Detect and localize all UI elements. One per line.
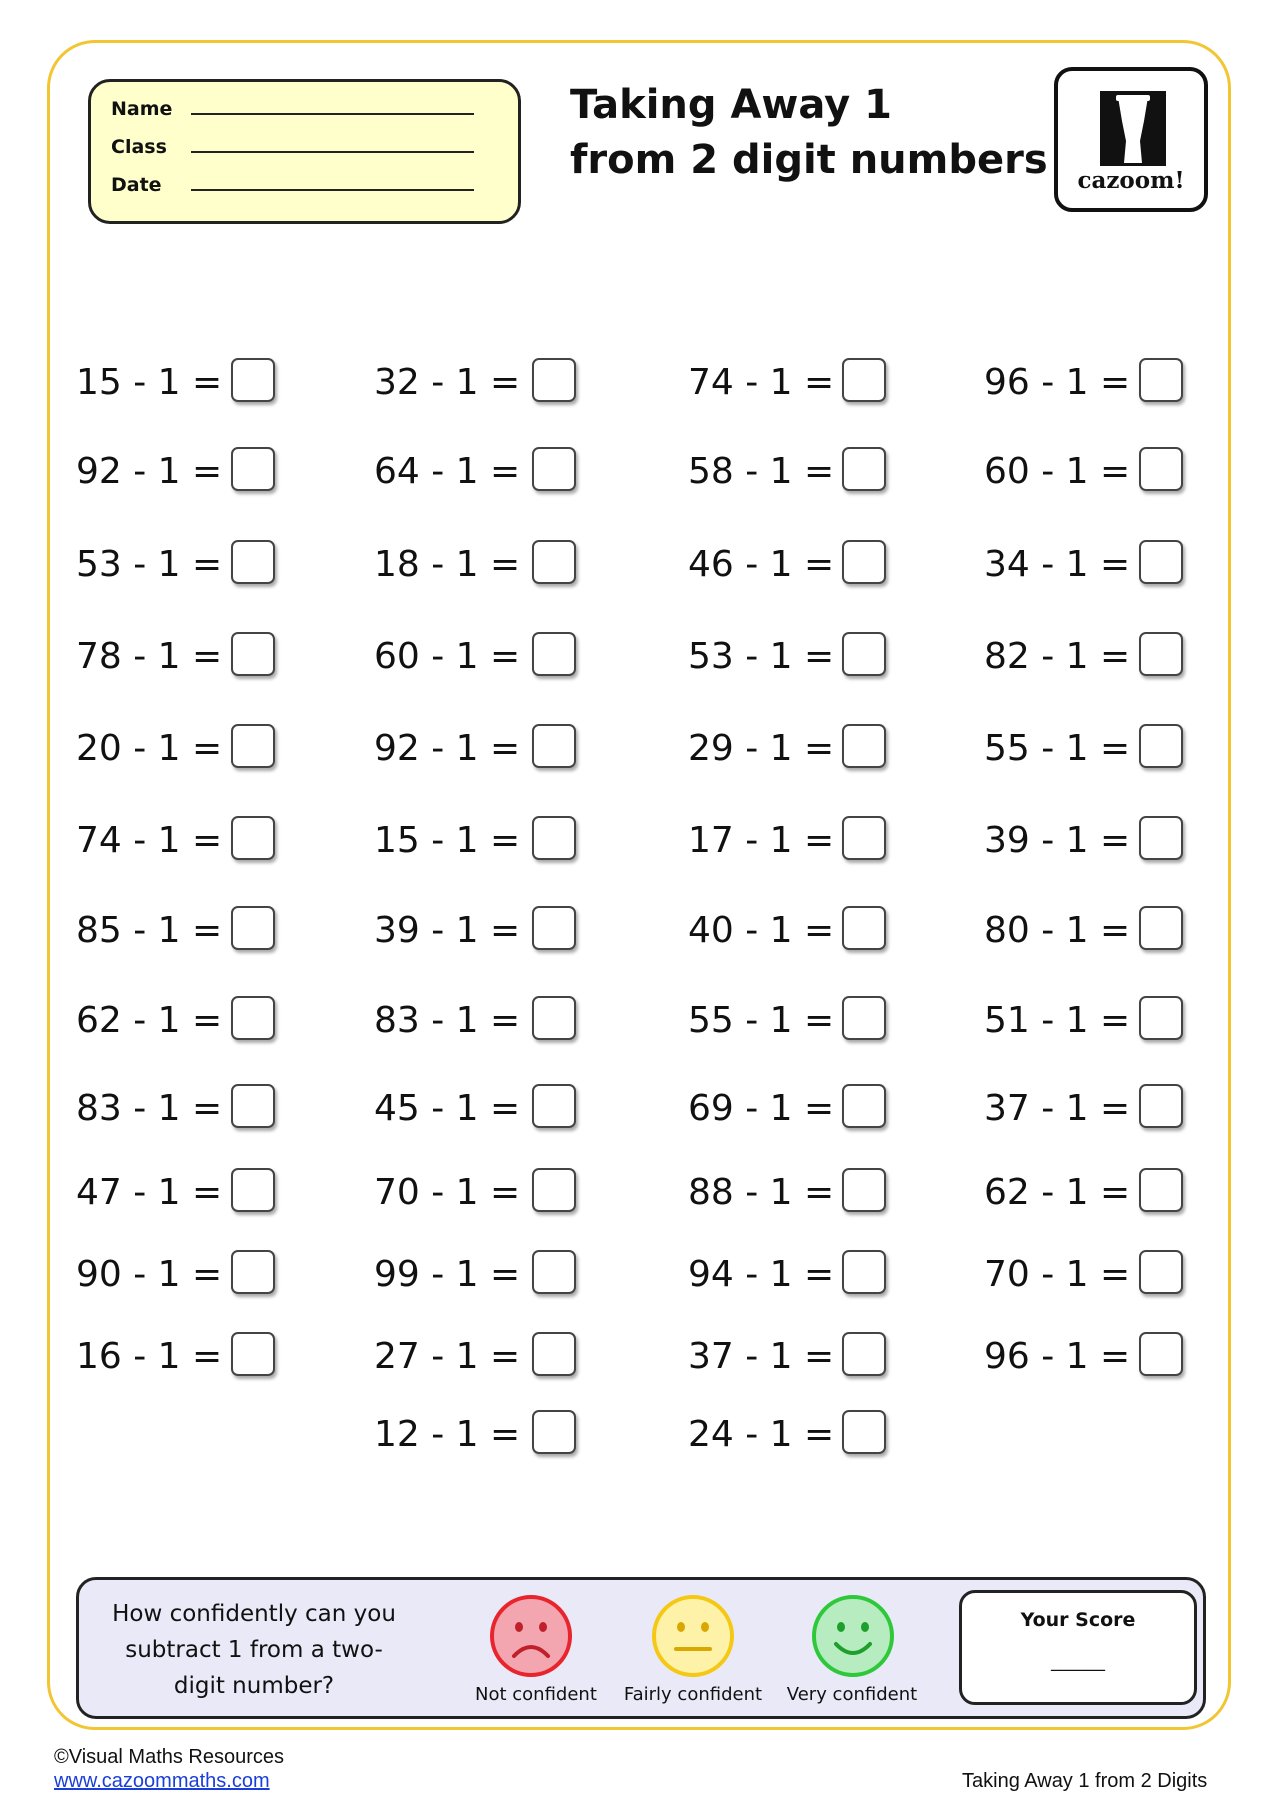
answer-box[interactable] <box>842 1168 886 1212</box>
student-info-box <box>88 79 521 224</box>
answer-box[interactable] <box>532 996 576 1040</box>
answer-box[interactable] <box>231 1168 275 1212</box>
answer-box[interactable] <box>842 632 886 676</box>
answer-box[interactable] <box>842 906 886 950</box>
answer-box[interactable] <box>1139 1084 1183 1128</box>
question-text: 37 - 1 = <box>688 1336 835 1377</box>
question-text: 24 - 1 = <box>688 1414 835 1455</box>
question-text: 53 - 1 = <box>688 636 835 677</box>
question-text: 16 - 1 = <box>76 1336 223 1377</box>
question-text: 62 - 1 = <box>76 1000 223 1041</box>
answer-box[interactable] <box>231 632 275 676</box>
answer-box[interactable] <box>1139 358 1183 402</box>
title-line-2: from 2 digit numbers <box>570 137 1048 183</box>
question-text: 15 - 1 = <box>374 820 521 861</box>
question-text: 34 - 1 = <box>984 544 1131 585</box>
worksheet-title <box>570 78 1048 188</box>
answer-box[interactable] <box>231 1332 275 1376</box>
score-box <box>959 1590 1197 1705</box>
question-text: 69 - 1 = <box>688 1088 835 1129</box>
answer-box[interactable] <box>532 1084 576 1128</box>
neutral-face-icon[interactable] <box>651 1594 735 1678</box>
question-text: 58 - 1 = <box>688 451 835 492</box>
date-field[interactable] <box>191 189 474 191</box>
logo-text: cazoom! <box>1077 167 1185 194</box>
date-label: Date <box>111 174 162 196</box>
answer-box[interactable] <box>842 447 886 491</box>
answer-box[interactable] <box>532 906 576 950</box>
class-field[interactable] <box>191 151 474 153</box>
answer-box[interactable] <box>1139 996 1183 1040</box>
question-text: 12 - 1 = <box>374 1414 521 1455</box>
question-text: 96 - 1 = <box>984 1336 1131 1377</box>
question-text: 55 - 1 = <box>984 728 1131 769</box>
score-field[interactable]: ______ <box>1051 1651 1105 1672</box>
question-text: 47 - 1 = <box>76 1172 223 1213</box>
question-text: 45 - 1 = <box>374 1088 521 1129</box>
answer-box[interactable] <box>1139 447 1183 491</box>
answer-box[interactable] <box>231 906 275 950</box>
question-text: 85 - 1 = <box>76 910 223 951</box>
answer-box[interactable] <box>842 1084 886 1128</box>
confidence-question: How confidently can you subtract 1 from a two-digit number? <box>112 1601 396 1699</box>
answer-box[interactable] <box>1139 1168 1183 1212</box>
answer-box[interactable] <box>231 540 275 584</box>
very-confident-label: Very confident <box>786 1684 918 1705</box>
question-text: 78 - 1 = <box>76 636 223 677</box>
answer-box[interactable] <box>1139 540 1183 584</box>
answer-box[interactable] <box>842 996 886 1040</box>
question-text: 74 - 1 = <box>688 362 835 403</box>
name-field[interactable] <box>191 113 474 115</box>
question-text: 18 - 1 = <box>374 544 521 585</box>
answer-box[interactable] <box>1139 816 1183 860</box>
answer-box[interactable] <box>532 540 576 584</box>
question-text: 60 - 1 = <box>984 451 1131 492</box>
question-text: 20 - 1 = <box>76 728 223 769</box>
answer-box[interactable] <box>1139 1250 1183 1294</box>
happy-face-icon[interactable] <box>811 1594 895 1678</box>
question-text: 62 - 1 = <box>984 1172 1131 1213</box>
class-label: Class <box>111 136 167 158</box>
question-text: 83 - 1 = <box>76 1088 223 1129</box>
question-text: 55 - 1 = <box>688 1000 835 1041</box>
page-border <box>47 40 1231 1730</box>
footer-doc-title: Taking Away 1 from 2 Digits <box>962 1770 1208 1792</box>
question-text: 70 - 1 = <box>374 1172 521 1213</box>
answer-box[interactable] <box>231 724 275 768</box>
question-text: 29 - 1 = <box>688 728 835 769</box>
question-text: 83 - 1 = <box>374 1000 521 1041</box>
answer-box[interactable] <box>532 358 576 402</box>
answer-box[interactable] <box>842 1250 886 1294</box>
answer-box[interactable] <box>231 1084 275 1128</box>
copyright-text: ©Visual Maths Resources <box>54 1746 285 1768</box>
answer-box[interactable] <box>842 816 886 860</box>
logo-mark <box>1100 91 1166 166</box>
question-text: 37 - 1 = <box>984 1088 1131 1129</box>
answer-box[interactable] <box>231 1250 275 1294</box>
question-text: 92 - 1 = <box>374 728 521 769</box>
question-text: 51 - 1 = <box>984 1000 1131 1041</box>
question-text: 46 - 1 = <box>688 544 835 585</box>
score-title: Your Score <box>1020 1609 1136 1631</box>
fairly-confident-label: Fairly confident <box>623 1684 763 1705</box>
answer-box[interactable] <box>842 1332 886 1376</box>
sad-face-icon[interactable] <box>489 1594 573 1678</box>
question-text: 15 - 1 = <box>76 362 223 403</box>
question-text: 60 - 1 = <box>374 636 521 677</box>
question-text: 53 - 1 = <box>76 544 223 585</box>
question-text: 17 - 1 = <box>688 820 835 861</box>
cazoom-logo <box>1054 67 1208 212</box>
answer-box[interactable] <box>1139 632 1183 676</box>
question-text: 96 - 1 = <box>984 362 1131 403</box>
question-text: 27 - 1 = <box>374 1336 521 1377</box>
answer-box[interactable] <box>532 1250 576 1294</box>
answer-box[interactable] <box>532 1332 576 1376</box>
question-text: 74 - 1 = <box>76 820 223 861</box>
website-link[interactable]: www.cazoommaths.com <box>54 1770 270 1792</box>
question-text: 70 - 1 = <box>984 1254 1131 1295</box>
answer-box[interactable] <box>1139 724 1183 768</box>
answer-box[interactable] <box>532 724 576 768</box>
question-text: 39 - 1 = <box>374 910 521 951</box>
answer-box[interactable] <box>842 358 886 402</box>
question-text: 94 - 1 = <box>688 1254 835 1295</box>
answer-box[interactable] <box>231 816 275 860</box>
answer-box[interactable] <box>231 996 275 1040</box>
question-text: 88 - 1 = <box>688 1172 835 1213</box>
title-line-1: Taking Away 1 <box>570 82 892 128</box>
confidence-panel <box>76 1577 1206 1719</box>
answer-box[interactable] <box>1139 1332 1183 1376</box>
answer-box[interactable] <box>532 1168 576 1212</box>
answer-box[interactable] <box>842 540 886 584</box>
question-text: 99 - 1 = <box>374 1254 521 1295</box>
answer-box[interactable] <box>231 358 275 402</box>
answer-box[interactable] <box>1139 906 1183 950</box>
question-text: 80 - 1 = <box>984 910 1131 951</box>
question-text: 64 - 1 = <box>374 451 521 492</box>
question-text: 92 - 1 = <box>76 451 223 492</box>
answer-box[interactable] <box>842 1410 886 1454</box>
answer-box[interactable] <box>532 447 576 491</box>
question-text: 82 - 1 = <box>984 636 1131 677</box>
question-text: 90 - 1 = <box>76 1254 223 1295</box>
not-confident-label: Not confident <box>475 1684 597 1705</box>
question-text: 32 - 1 = <box>374 362 521 403</box>
answer-box[interactable] <box>532 816 576 860</box>
question-text: 39 - 1 = <box>984 820 1131 861</box>
answer-box[interactable] <box>842 724 886 768</box>
question-text: 40 - 1 = <box>688 910 835 951</box>
answer-box[interactable] <box>532 632 576 676</box>
answer-box[interactable] <box>231 447 275 491</box>
answer-box[interactable] <box>532 1410 576 1454</box>
name-label: Name <box>111 98 173 120</box>
